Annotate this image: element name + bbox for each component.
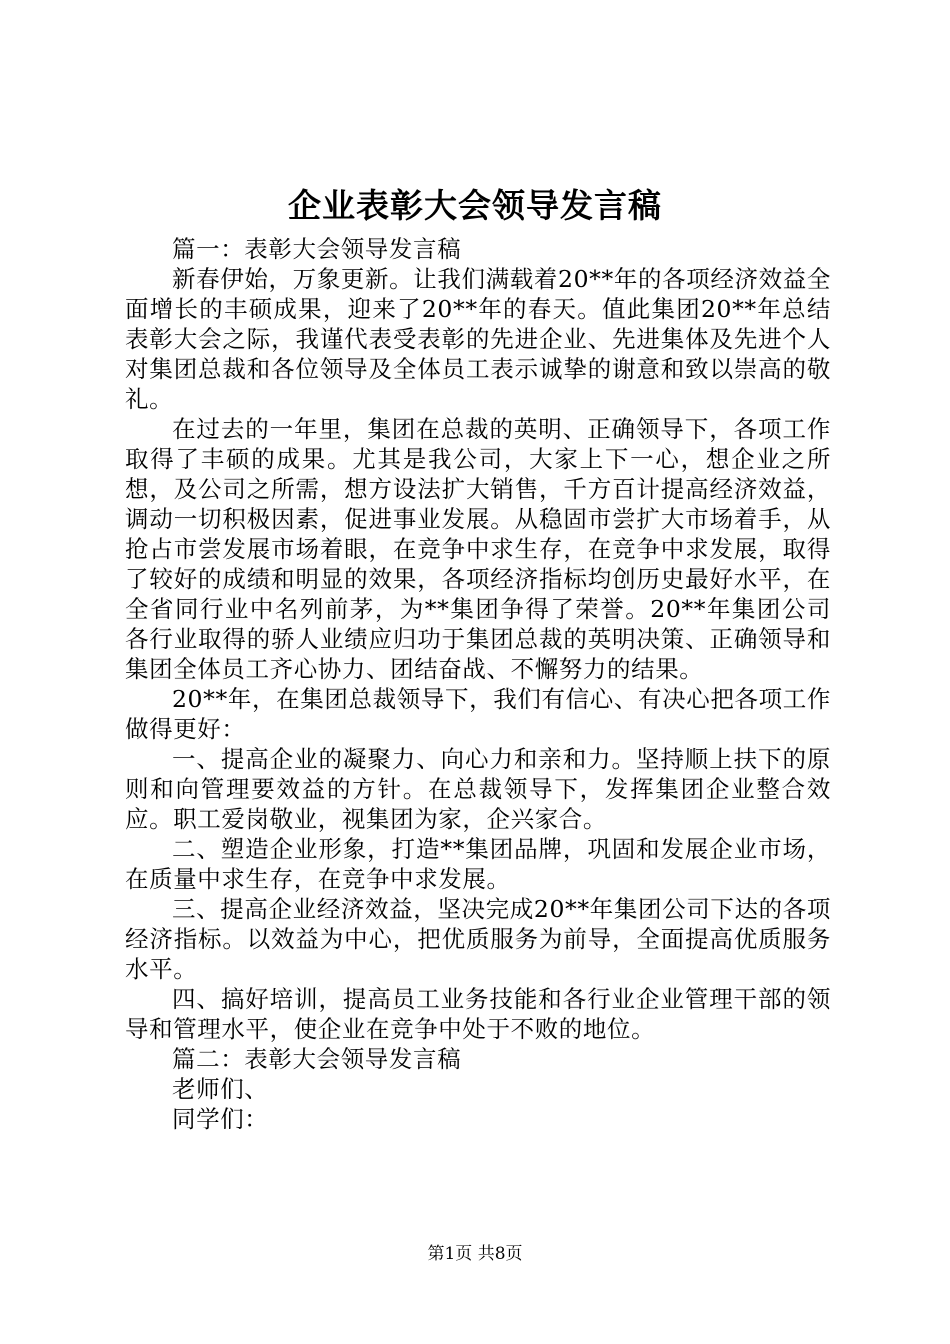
list-item: 四、搞好培训，提高员工业务技能和各行业企业管理干部的领导和管理水平，使企业在竞争中处于不败的地位。	[125, 985, 831, 1043]
list-item: 一、提高企业的凝聚力、向心力和亲和力。坚持顺上扶下的原则和向管理要效益的方针。在总裁领导下，发挥集团企业整合效应。职工爱岗敬业，视集团为家，企兴家合。	[125, 745, 831, 833]
paragraph: 在过去的一年里，集团在总裁的英明、正确领导下，各项工作取得了丰硕的成果。尤其是我公司，大家上下一心，想企业之所想，及公司之所需，想方设法扩大销售，千方百计提高经济效益，调动一切积极因素，促进事业发展。从稳固市尝扩大市场着手，从抢占市尝发展市场着眼，在竞争中求生存，在竞争中求发展，取得了较好的成绩和明显的效果，各项经济指标均创历史最好水平，在全省同行业中名列前茅，为**集团争得了荣誉。20**年集团公司各行业取得的骄人业绩应归功于集团总裁的英明决策、正确领导和集团全体员工齐心协力、团结奋战、不懈努力的结果。	[125, 415, 831, 683]
section-heading: 篇一：表彰大会领导发言稿	[172, 235, 462, 263]
document-body	[125, 234, 831, 1134]
salutation: 老师们、	[172, 1075, 269, 1103]
paragraph: 20**年，在集团总裁领导下，我们有信心、有决心把各项工作做得更好：	[125, 685, 831, 743]
paragraph: 新春伊始，万象更新。让我们满载着20**年的各项经济效益全面增长的丰硕成果，迎来了20**年的春天。值此集团20**年总结表彰大会之际，我谨代表受表彰的先进企业、先进集体及先进个人对集团总裁和各位领导及全体员工表示诚挚的谢意和致以崇高的敬礼。	[125, 265, 831, 413]
section-heading: 篇二：表彰大会领导发言稿	[172, 1045, 462, 1073]
page-footer: 第1页 共8页	[427, 1244, 523, 1264]
document-title: 企业表彰大会领导发言稿	[288, 186, 662, 225]
salutation: 同学们：	[172, 1105, 269, 1133]
list-item: 三、提高企业经济效益，坚决完成20**年集团公司下达的各项经济指标。以效益为中心，把优质服务为前导，全面提高优质服务水平。	[125, 895, 831, 983]
list-item: 二、塑造企业形象，打造**集团品牌，巩固和发展企业市场，在质量中求生存，在竞争中求发展。	[125, 835, 831, 893]
